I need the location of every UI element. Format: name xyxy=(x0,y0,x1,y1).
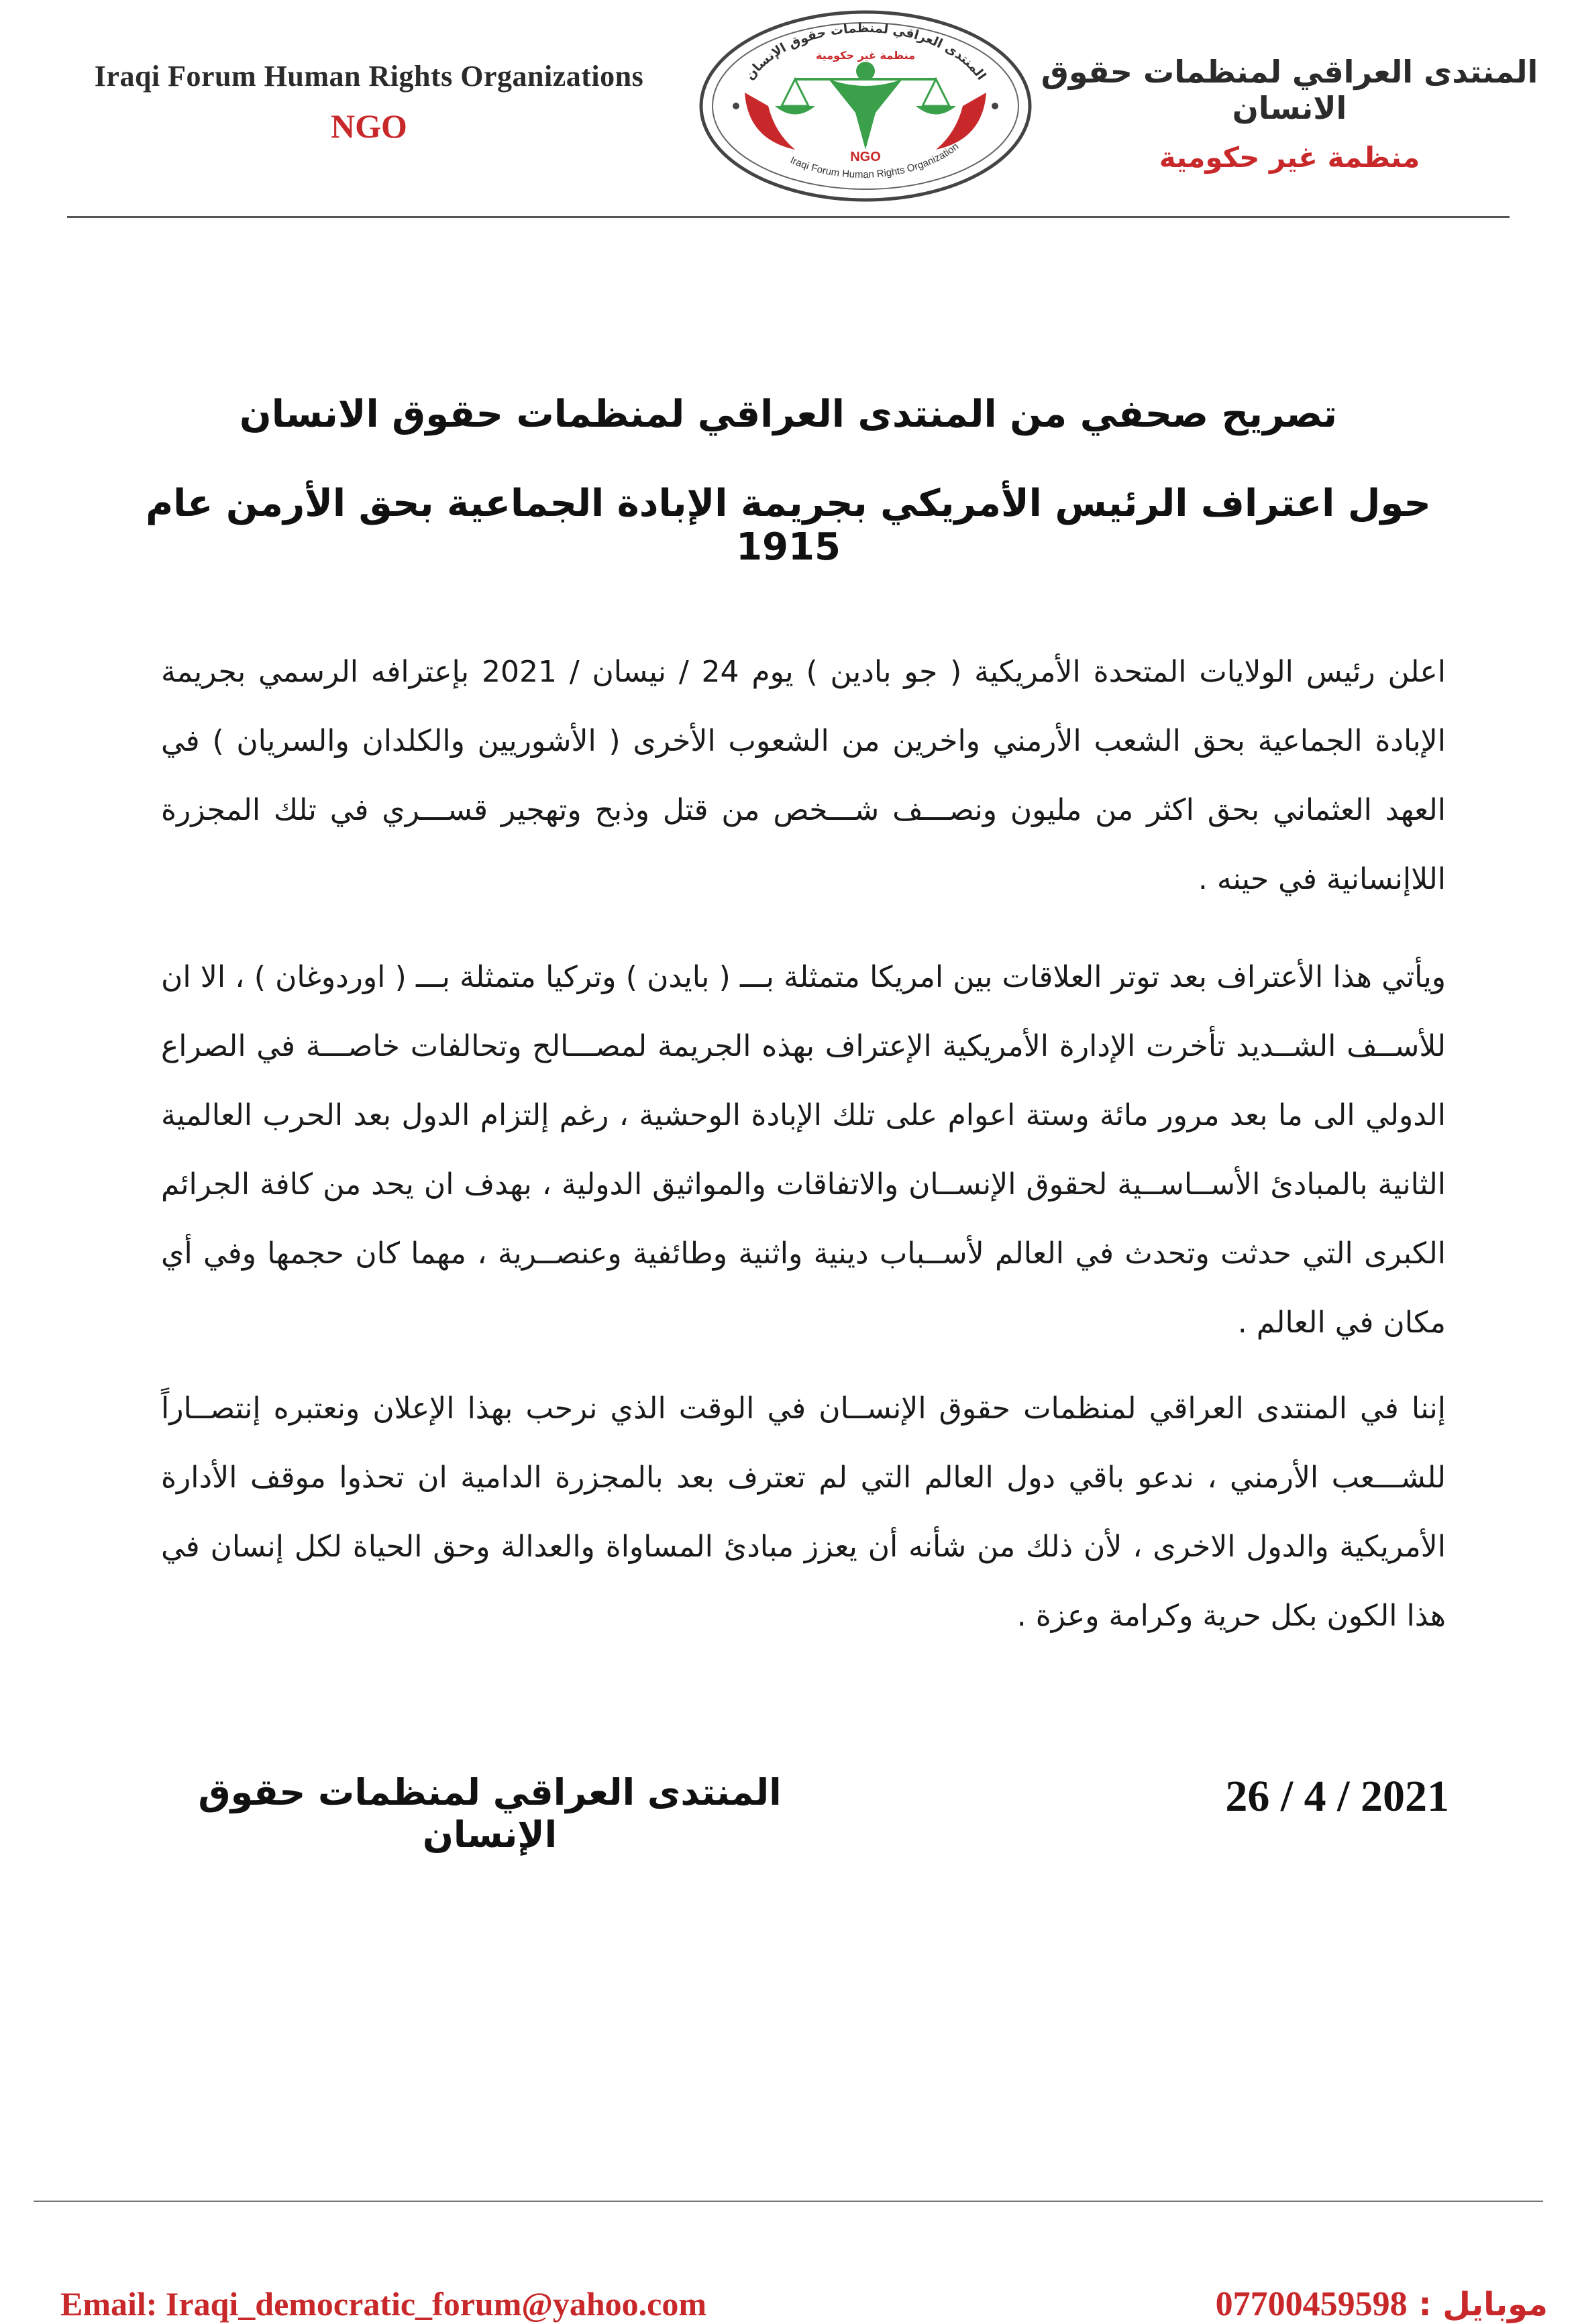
org-name-english: Iraqi Forum Human Rights Organizations xyxy=(94,60,644,93)
signature-org-name: المنتدى العراقي لمنظمات حقوق الإنسان xyxy=(198,1771,782,1856)
logo-dot-left xyxy=(733,103,739,109)
header-english xyxy=(67,59,671,146)
org-name-arabic: المنتدى العراقي لمنظمات حقوق الانسان xyxy=(1041,54,1538,126)
document-date: 26 / 4 / 2021 xyxy=(1225,1772,1449,1821)
logo-dot-right xyxy=(992,103,998,109)
footer-divider xyxy=(34,2201,1543,2202)
organization-logo xyxy=(694,5,1037,204)
body-paragraph-3: إننا في المنتدى العراقي لمنظمات حقوق الإنســان في الوقت الذي نرحب بهذا الإعلان ونعتبره إنتصــاراً للشـــعب الأرمني ، ندعو باقي دول العالم التي لم تعترف بعد بالمجزرة الدامية ان تحذوا موقف الأدارة الأمريكية والدول الاخرى ، لأن ذلك من شأنه أن يعزز مبادئ المساواة والعدالة وحق الحياة لكل إنسان في هذا الكون بكل حرية وكرامة وعزة . xyxy=(161,1391,1446,1633)
logo-arc-top-text: المنتدى العراقي لمنظمات حقوق الإنسان xyxy=(742,20,989,83)
body-paragraph-1: اعلن رئيس الولايات المتحدة الأمريكية ( جو بادين ) يوم 24 / نيسان / 2021 بإعترافه الرسمي بجريمة الإبادة الجماعية بحق الشعب الأرمني واخرين من الشعوب الأخرى ( الأشوريين والكلدان والسريان ) في العهد العثماني بحق اكثر من مليون ونصـــف شـــخص من قتل وذبح وتهجير قســـري في تلك المجزرة اللاإنسانية في حينه . xyxy=(161,655,1446,896)
header-arabic xyxy=(1035,54,1544,174)
body-paragraph-2: ويأتي هذا الأعتراف بعد توتر العلاقات بين امريكا متمثلة بـــ ( بايدن ) وتركيا متمثلة بـــ ( اوردوغان ) ، الا ان للأســف الشــديد تأخرت الإدارة الأمريكية الإعتراف بهذه الجريمة لمصـــالح وتحالفات خاصـــة في الصراع الدولي الى ما بعد مرور مائة وستة اعوام على تلك الإبادة الوحشية ، رغم إلتزام الدول بعد الحرب العالمية الثانية بالمبادئ الأســاســية لحقوق الإنســان والاتفاقات والمواثيق الدولية ، بهدف ان يحد من كافة الجرائم الكبرى التي حدثت وتحدث في العالم لأســباب دينية واثنية وطائفية وعنصــرية ، مهما كان حجمها وفي أي مكان في العالم . xyxy=(161,960,1446,1340)
ngo-label-english: NGO xyxy=(331,107,407,145)
logo-arc-bottom-text: Iraqi Forum Human Rights Organization xyxy=(788,140,961,180)
ngo-label-arabic: منظمة غير حكومية xyxy=(1159,141,1420,174)
document-title-line2: حول اعتراف الرئيس الأمريكي بجريمة الإبادة الجماعية بحق الأرمن عام 1915 xyxy=(146,482,1431,569)
logo-ngo-english: NGO xyxy=(850,150,881,164)
header-divider xyxy=(67,216,1510,218)
document-title-line1: تصريح صحفي من المنتدى العراقي لمنظمات حقوق الانسان xyxy=(239,392,1338,436)
contact-email: Email: Iraqi_democratic_forum@yahoo.com xyxy=(60,2285,707,2323)
logo-ngo-arabic: منظمة غير حكومية xyxy=(815,49,916,62)
mobile-label: موبايل : xyxy=(1418,2286,1548,2323)
mobile-number: 07700459598 xyxy=(1215,2285,1408,2323)
contact-mobile xyxy=(1216,2284,1548,2324)
